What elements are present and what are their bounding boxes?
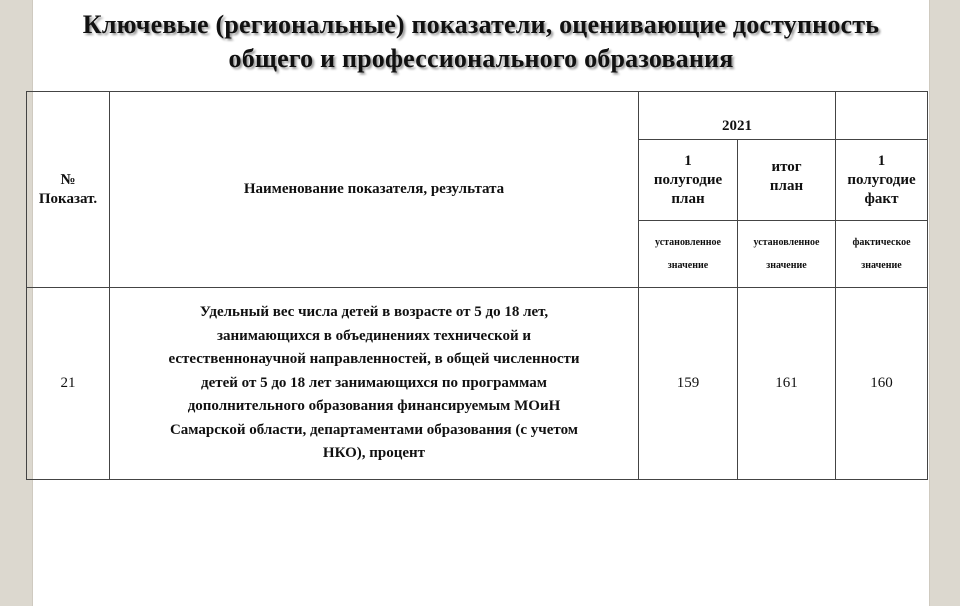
title-line-1: Ключевые (региональные) показатели, оценивающие доступность xyxy=(82,10,880,39)
row-name-line-2: занимающихся в объединениях технической и xyxy=(216,327,532,344)
subheader-plan-total-line-1: установленное xyxy=(753,237,820,248)
header-fact-half-line-2: полугодие xyxy=(847,171,916,188)
row-name-line-5: дополнительного образования финансируемым МОиН xyxy=(187,398,561,415)
row-name-line-6: Самарской области, департаментами образования (с учетом xyxy=(169,421,579,438)
header-number-line-1: № xyxy=(60,171,76,188)
row-name-line-7: НКО), процент xyxy=(322,445,426,462)
subheader-fact-half-line-1: фактическое xyxy=(852,237,911,248)
row-indicator-name xyxy=(110,288,639,480)
table-row xyxy=(27,288,928,480)
row-plan-half-value: 159 xyxy=(639,288,738,480)
header-plan-total-line-1: итог xyxy=(771,159,802,175)
subheader-plan-total xyxy=(738,221,836,288)
header-plan-half-line-1: 1 xyxy=(684,152,692,169)
header-plan-total xyxy=(738,140,836,221)
row-plan-total-value: 161 xyxy=(738,288,836,480)
row-name-line-1: Удельный вес числа детей в возрасте от 5 до 18 лет, xyxy=(199,304,549,321)
header-fact-half-line-3: факт xyxy=(864,190,899,207)
title-line-2: общего и профессионального образования xyxy=(228,44,734,73)
subheader-fact-half-line-2: значение xyxy=(861,260,902,271)
header-plan-half-line-3: план xyxy=(671,190,705,207)
header-fact-half-line-1: 1 xyxy=(877,152,886,169)
row-name-line-4: детей от 5 до 18 лет занимающихся по программам xyxy=(201,374,547,391)
subheader-plan-half-line-2: значение xyxy=(667,260,709,271)
subheader-plan-half xyxy=(639,221,738,288)
subheader-plan-half-line-1: установленное xyxy=(655,237,721,248)
header-indicator-name: Наименование показателя, результата xyxy=(110,92,639,288)
header-year: 2021 xyxy=(639,92,836,140)
header-plan-half-line-2: полугодие xyxy=(653,171,723,188)
header-row-year xyxy=(27,92,928,140)
header-year-empty xyxy=(836,92,928,140)
slide xyxy=(32,0,930,606)
page-title xyxy=(33,8,929,76)
row-name-line-3: естественнонаучной направленностей, в общей численности xyxy=(168,351,580,368)
header-number-line-2: Показат. xyxy=(38,190,98,207)
kpi-table xyxy=(26,91,928,480)
subheader-plan-total-line-2: значение xyxy=(766,260,807,271)
row-fact-half-value: 160 xyxy=(836,288,928,480)
header-number xyxy=(27,92,110,288)
header-plan-total-line-2: план xyxy=(769,178,804,194)
header-plan-half xyxy=(639,140,738,221)
subheader-fact-half xyxy=(836,221,928,288)
row-number: 21 xyxy=(27,288,110,480)
header-fact-half xyxy=(836,140,928,221)
